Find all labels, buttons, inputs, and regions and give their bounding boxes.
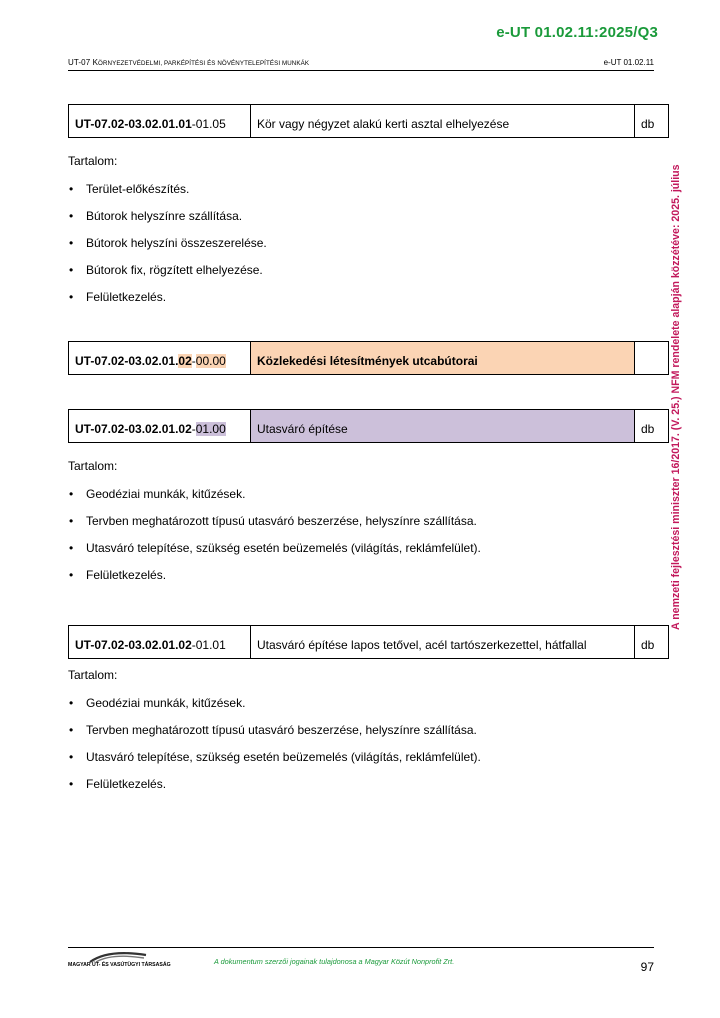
list-item bbox=[68, 290, 658, 304]
list-item-text: Terület-előkészítés. bbox=[86, 182, 190, 196]
item-description-cell: Közlekedési létesítmények utcabútorai bbox=[251, 342, 635, 375]
item-table bbox=[68, 104, 669, 138]
list-item-text: Bútorok helyszínre szállítása. bbox=[86, 209, 243, 223]
content-heading: Tartalom: bbox=[68, 668, 118, 682]
copyright-notice: A dokumentum szerzői jogainak tulajdonosa a Magyar Közút Nonprofit Zrt. bbox=[214, 957, 455, 966]
list-item bbox=[68, 236, 658, 250]
item-code-separator: - bbox=[191, 638, 196, 652]
list-item-text: Geodéziai munkák, kitűzések. bbox=[86, 487, 246, 501]
bullet-icon: • bbox=[69, 777, 74, 791]
content-list bbox=[68, 487, 658, 582]
list-item-text: Felületkezelés. bbox=[86, 290, 167, 304]
list-item bbox=[68, 568, 658, 582]
item-code-main: UT-07.02-03.02.01.02 bbox=[75, 422, 192, 436]
item-code-cell bbox=[69, 626, 251, 659]
section-header-title bbox=[68, 58, 309, 67]
item-code-highlight: 02 bbox=[178, 354, 192, 368]
bullet-icon: • bbox=[69, 696, 74, 710]
item-description-cell: Kör vagy négyzet alakú kerti asztal elhelyezése bbox=[251, 105, 635, 138]
document-code: e-UT 01.02.11:2025/Q3 bbox=[496, 24, 658, 41]
list-item bbox=[68, 541, 658, 555]
list-item-text: Geodéziai munkák, kitűzések. bbox=[86, 696, 246, 710]
content-heading: Tartalom: bbox=[68, 459, 118, 473]
item-description-cell: Utasváró építése bbox=[251, 410, 635, 443]
content-list bbox=[68, 696, 658, 791]
list-item bbox=[68, 514, 658, 528]
list-item-text: Felületkezelés. bbox=[86, 777, 167, 791]
item-code-main: UT-07.02-03.02.01.01 bbox=[75, 117, 192, 131]
content-heading: Tartalom: bbox=[68, 154, 118, 168]
header-divider bbox=[68, 70, 654, 71]
item-code-cell bbox=[69, 105, 251, 138]
item-code-cell bbox=[69, 410, 251, 443]
table-row bbox=[69, 626, 669, 659]
item-unit-cell bbox=[635, 342, 669, 375]
bullet-icon: • bbox=[69, 236, 74, 250]
bullet-icon: • bbox=[69, 723, 74, 737]
item-table bbox=[68, 341, 669, 375]
bullet-icon: • bbox=[69, 750, 74, 764]
bullet-icon: • bbox=[69, 290, 74, 304]
bullet-icon: • bbox=[69, 263, 74, 277]
side-publication-note: A nemzeti fejlesztési miniszter 16/2017. (V. 25.) NFM rendelete alapján közzétéve: 2025. július bbox=[670, 164, 682, 630]
org-logo bbox=[68, 951, 171, 973]
item-description-cell: Utasváró építése lapos tetővel, acél tartószerkezettel, hátfallal bbox=[251, 626, 635, 659]
table-row bbox=[69, 342, 669, 375]
list-item-text: Felületkezelés. bbox=[86, 568, 167, 582]
item-table bbox=[68, 625, 669, 659]
item-code-suffix: 01.01 bbox=[195, 638, 226, 652]
item-code-separator: - bbox=[191, 422, 196, 436]
item-table bbox=[68, 409, 669, 443]
list-item-text: Utasváró telepítése, szükség esetén beüzemelés (világítás, reklámfelület). bbox=[86, 750, 481, 764]
content-section bbox=[68, 154, 658, 317]
list-item-text: Utasváró telepítése, szükség esetén beüzemelés (világítás, reklámfelület). bbox=[86, 541, 481, 555]
bullet-icon: • bbox=[69, 541, 74, 555]
bullet-icon: • bbox=[69, 514, 74, 528]
list-item bbox=[68, 696, 658, 710]
list-item bbox=[68, 263, 658, 277]
bullet-icon: • bbox=[69, 209, 74, 223]
list-item-text: Bútorok helyszíni összeszerelése. bbox=[86, 236, 267, 250]
table-row bbox=[69, 410, 669, 443]
list-item bbox=[68, 209, 658, 223]
item-code-suffix: 00.00 bbox=[195, 354, 226, 368]
list-item-text: Tervben meghatározott típusú utasváró beszerzése, helyszínre szállítása. bbox=[86, 723, 477, 737]
item-code-main: UT-07.02-03.02.01.02 bbox=[75, 638, 192, 652]
footer-divider bbox=[68, 947, 654, 948]
item-code-suffix: 01.00 bbox=[195, 422, 226, 436]
list-item-text: Tervben meghatározott típusú utasváró beszerzése, helyszínre szállítása. bbox=[86, 514, 477, 528]
section-header-rest: ÖRNYEZETVÉDELMI, PARKÉPÍTÉSI ÉS NÖVÉNYTELEPÍTÉSI MUNKÁK bbox=[98, 60, 310, 67]
list-item-text: Bútorok fix, rögzített elhelyezése. bbox=[86, 263, 263, 277]
item-unit-cell: db bbox=[635, 105, 669, 138]
content-list bbox=[68, 182, 658, 304]
item-unit-cell: db bbox=[635, 626, 669, 659]
org-name: MAGYAR ÚT- ÉS VASÚTÜGYI TÁRSASÁG bbox=[68, 962, 171, 968]
list-item bbox=[68, 487, 658, 501]
item-code-cell bbox=[69, 342, 251, 375]
list-item bbox=[68, 723, 658, 737]
bullet-icon: • bbox=[69, 487, 74, 501]
list-item bbox=[68, 182, 658, 196]
page-number: 97 bbox=[640, 960, 654, 974]
item-code-suffix: 01.05 bbox=[195, 117, 226, 131]
content-section bbox=[68, 668, 658, 804]
bullet-icon: • bbox=[69, 568, 74, 582]
table-row bbox=[69, 105, 669, 138]
header-document-code: e-UT 01.02.11 bbox=[603, 58, 654, 67]
list-item bbox=[68, 777, 658, 791]
section-header-prefix: UT-07 K bbox=[68, 58, 99, 67]
item-code-separator: - bbox=[191, 117, 196, 131]
content-section bbox=[68, 459, 658, 595]
item-code-main: UT-07.02-03.02.01. bbox=[75, 354, 179, 368]
bullet-icon: • bbox=[69, 182, 74, 196]
list-item bbox=[68, 750, 658, 764]
item-code-separator: - bbox=[191, 354, 196, 368]
item-unit-cell: db bbox=[635, 410, 669, 443]
